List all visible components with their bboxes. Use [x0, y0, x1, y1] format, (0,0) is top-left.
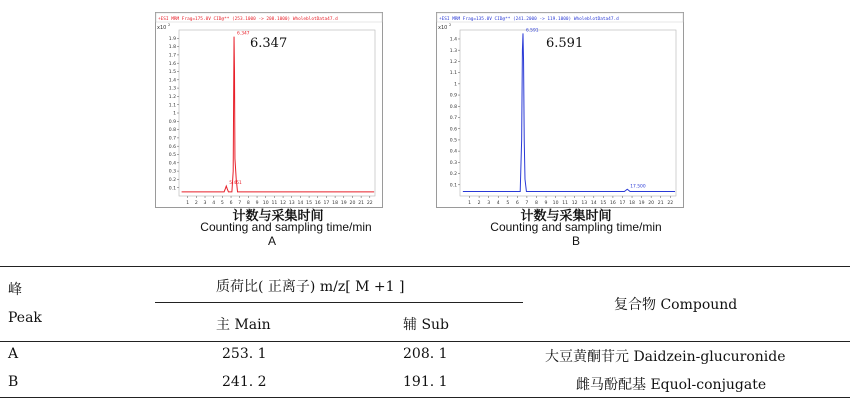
x-tick-label: 17 [323, 201, 330, 206]
y-tick-label: 1.8 [168, 45, 176, 51]
x-tick-label: 7 [238, 201, 242, 206]
x-tick-label: 13 [288, 201, 295, 206]
chart-a-xlabel-en: Counting and sampling time/min [200, 220, 372, 234]
x-tick-label: 19 [340, 201, 347, 206]
x-tick-label: 15 [600, 201, 607, 206]
x-tick-label: 1 [468, 201, 472, 206]
x-tick-label: 16 [609, 201, 616, 206]
x-tick-label: 19 [638, 201, 645, 206]
x-tick-label: 5 [220, 201, 224, 206]
x-tick-label: 22 [667, 201, 674, 206]
chart-b [436, 12, 684, 208]
x-tick-label: 9 [255, 201, 259, 206]
chromatogram-b [436, 12, 684, 208]
x-tick-label: 9 [544, 201, 548, 206]
x-tick-label: 3 [203, 201, 207, 206]
y-tick-label: 1.5 [168, 70, 176, 76]
y-tick-label: 0.6 [168, 144, 176, 150]
y-tick-label: 1.9 [168, 36, 176, 42]
y-tick-label: 1.7 [168, 53, 176, 59]
table-rule-mid [155, 302, 523, 303]
y-tick-label: 1.2 [168, 95, 176, 100]
peak-callout: 6.591 [546, 36, 584, 51]
x-tick-label: 11 [562, 201, 569, 206]
y-tick-label: 0.9 [449, 93, 457, 99]
y-tick-label: 0.3 [168, 169, 176, 175]
x-tick-label: 21 [358, 201, 365, 206]
chromatogram-a [155, 12, 383, 208]
header-compound: 复合物 Compound [614, 297, 738, 313]
y-tick-label: 1.2 [449, 60, 457, 66]
header-sub: 辅 Sub [403, 317, 450, 333]
chart-header-text: +ESI MRM Frag=135.0V CID@** (241.2000 -> 119.1000) WholeblotData47.d [439, 17, 619, 22]
row-b-peak: B [8, 374, 19, 390]
x-tick-label: 20 [349, 201, 356, 206]
y-tick-label: 0.2 [449, 172, 457, 178]
x-tick-label: 12 [280, 201, 287, 206]
chart-b-xlabel-en: Counting and sampling time/min [490, 220, 662, 234]
y-tick-label: 0.7 [168, 136, 176, 142]
y-tick-label: 0.8 [168, 128, 176, 134]
y-tick-label: 1.6 [168, 61, 176, 67]
y-tick-label: 0.4 [168, 161, 176, 167]
x-tick-label: 7 [525, 201, 529, 206]
x-tick-label: 8 [246, 201, 250, 206]
x-tick-label: 14 [297, 201, 304, 206]
x-tick-label: 1 [186, 201, 190, 206]
y-tick-label: 1.3 [449, 48, 457, 54]
y-tick-label: 1.4 [168, 78, 176, 84]
table-rule-bottom [0, 397, 850, 398]
y-tick-label: 1.1 [449, 71, 457, 77]
scale-label: x10 [157, 25, 167, 31]
row-b-compound: 雌马酚配基 Equol-conjugate [576, 377, 767, 393]
x-tick-label: 13 [581, 201, 588, 206]
row-b-main: 241. 2 [222, 374, 267, 390]
x-tick-label: 6 [229, 201, 233, 206]
y-tick-label: 0.5 [449, 138, 457, 144]
chart-a [155, 12, 383, 208]
peak-label: 6.591 [525, 28, 539, 34]
row-a-main: 253. 1 [222, 346, 267, 362]
row-b-sub: 191. 1 [403, 374, 448, 390]
y-tick-label: 1.3 [168, 86, 176, 92]
chart-b-letter: B [571, 234, 580, 248]
x-tick-label: 12 [571, 201, 578, 206]
header-main: 主 Main [216, 317, 271, 333]
x-tick-label: 17 [619, 201, 626, 206]
peak-label: 17.500 [630, 184, 646, 190]
scale-exponent: 2 [449, 23, 452, 27]
y-tick-label: 0.7 [449, 116, 457, 122]
row-a-compound: 大豆黄酮苷元 Daidzein-glucuronide [545, 349, 786, 365]
x-tick-label: 8 [534, 201, 538, 206]
x-tick-label: 5 [506, 201, 510, 206]
y-tick-label: 0.1 [168, 186, 176, 192]
x-tick-label: 3 [487, 201, 491, 206]
row-a-peak: A [8, 346, 19, 362]
peak-callout: 6.347 [250, 36, 288, 51]
y-tick-label: 0.6 [449, 127, 457, 133]
x-tick-label: 16 [314, 201, 321, 206]
y-tick-label: 0.4 [449, 149, 457, 155]
header-peak-zh: 峰 [8, 282, 22, 298]
y-tick-label: 1 [454, 82, 457, 88]
header-mz: 质荷比( 正离子) m/z[ M +1 ] [216, 279, 405, 295]
table-rule-top [0, 266, 850, 267]
row-a-sub: 208. 1 [403, 346, 448, 362]
y-tick-label: 0.8 [449, 104, 457, 110]
x-tick-label: 20 [648, 201, 655, 206]
y-tick-label: 0.9 [168, 119, 176, 125]
x-tick-label: 2 [194, 201, 198, 206]
y-tick-label: 1.1 [168, 103, 176, 109]
chart-header-text: +ESI MRM Frag=175.0V CID@** (253.1000 -> 208.1000) WholeblotData47.d [158, 17, 338, 22]
x-tick-label: 18 [629, 201, 635, 206]
x-tick-label: 10 [552, 201, 559, 206]
x-tick-label: 18 [332, 201, 339, 206]
chart-a-xlabel-zh: 计数与采集时间 [232, 209, 324, 224]
scale-exponent: 2 [168, 23, 171, 27]
y-tick-label: 0.1 [449, 183, 457, 189]
x-tick-label: 21 [657, 201, 664, 206]
x-tick-label: 14 [590, 201, 597, 206]
header-peak-en: Peak [8, 310, 42, 326]
x-tick-label: 22 [366, 201, 373, 206]
chart-b-xlabel-zh: 计数与采集时间 [520, 209, 612, 224]
y-tick-label: 0.5 [168, 153, 176, 159]
x-tick-label: 11 [271, 201, 278, 206]
y-tick-label: 1.4 [449, 37, 457, 43]
y-tick-label: 1 [173, 111, 176, 117]
chart-a-letter: A [267, 234, 276, 248]
peak-label: 5.451 [229, 181, 242, 187]
scale-label: x10 [438, 25, 448, 31]
x-tick-label: 10 [262, 201, 269, 206]
table-rule-header [0, 341, 850, 342]
peak-label: 6.347 [237, 31, 250, 37]
x-tick-label: 2 [477, 201, 481, 206]
x-tick-label: 4 [496, 201, 500, 206]
x-tick-label: 4 [212, 201, 216, 206]
y-tick-label: 0.2 [168, 178, 176, 183]
x-tick-label: 6 [515, 201, 519, 206]
x-tick-label: 15 [306, 201, 313, 206]
y-tick-label: 0.3 [449, 160, 457, 166]
